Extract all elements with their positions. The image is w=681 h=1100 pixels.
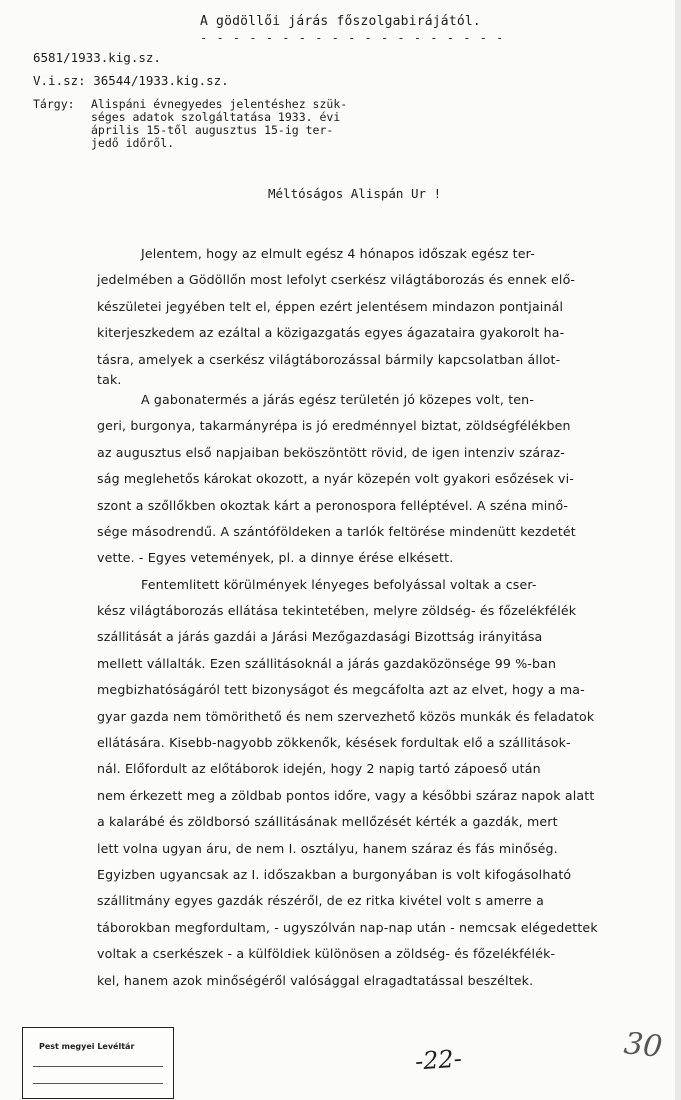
body-line: szont a szőllőkben okoztak kárt a peronospora felléptével. A széna minő- [97, 497, 569, 513]
subject-text [91, 98, 431, 150]
body-line: Fentemlitett körülmények lényeges befolyással voltak a cser- [141, 576, 537, 592]
body-line: gyar gazda nem tömörithető és nem szervezhető közös munkák és feladatok [97, 708, 595, 724]
body-line: kész világtáborozás ellátása tekintetében, melyre zöldség- és főzelékfélék [97, 603, 577, 619]
subject-line: séges adatok szolgáltatása 1933. évi [91, 110, 341, 124]
stamp-line [33, 1083, 163, 1084]
body-line: táborokban megfordultam, - ugyszólván nap-nap után - nemcsak elégedettek [97, 919, 598, 935]
page-edge [675, 0, 681, 1100]
pencil-folio-number: 30 [622, 1026, 664, 1065]
body-line: mellett vállalták. Ezen szállitásoknál a járás gazdaközönsége 99 %-ban [97, 655, 557, 671]
body-line: kel, hanem azok minőségéről valósággal elragadtatással beszéltek. [97, 972, 534, 988]
subject-line: április 15-től augusztus 15-ig ter- [91, 123, 334, 137]
header-title: A gödöllői járás főszolgabirájától. [200, 14, 481, 29]
body-line: nem érkezett meg a zöldbab pontos időre, vagy a későbbi száraz napok alatt [97, 787, 595, 803]
subject-line: jedő időről. [91, 136, 175, 150]
body-line: tak. [97, 371, 122, 387]
body-line: sége másodrendű. A szántóföldeken a tarlók feltörése mindenütt kezdetét [97, 523, 576, 539]
body-line: kiterjeszkedem az ezáltal a közigazgatás egyes ágazataira gyakorolt ha- [97, 325, 565, 341]
body-line: Jelentem, hogy az elmult egész 4 hónapos időszak egész ter- [141, 246, 535, 261]
body-line: szállitmány egyes gazdák részéről, de ez ritka kivétel volt s amerre a [97, 893, 544, 909]
body-line: vette. - Egyes vetemények, pl. a dinnye érése elkésett. [97, 550, 454, 566]
body-line: készületei jegyében telt el, éppen ezért jelentésem mindazon pontjainál [97, 298, 564, 314]
body-line: voltak a cserkészek - a külföldiek különösen a zöldség- és főzelékfélék- [97, 946, 556, 962]
header-underline: - - - - - - - - - - - - - - - - - - - [200, 31, 505, 45]
stamp-label: Pest megyei Levéltár [39, 1042, 135, 1051]
body-line: ellátására. Kisebb-nagyobb zökkenők, késések fordultak elő a szállitások- [97, 735, 571, 751]
body-line: lett volna ugyan áru, de nem I. osztályu, hanem száraz és fás minőség. [97, 840, 558, 856]
body-line: geri, burgonya, takarmányrépa is jó eredménnyel biztat, zöldségfélékben [97, 418, 571, 434]
body-line: a kalarábé és zöldborsó szállitásának mellőzését kérték a gazdák, mert [97, 814, 558, 830]
subject-label: Tárgy: [33, 97, 75, 111]
reference-number-secondary: V.i.sz: 36544/1933.kig.sz. [33, 73, 229, 88]
archive-stamp [22, 1027, 174, 1099]
body-line: A gabonatermés a járás egész területén jó közepes volt, ten- [141, 391, 535, 407]
reference-number: 6581/1933.kig.sz. [33, 50, 161, 65]
body-line: megbizhatóságáról tett bizonyságot és megcáfolta azt az elvet, hogy a ma- [97, 682, 585, 698]
subject-line: Alispáni évnegyedes jelentéshez szük- [91, 97, 348, 111]
page-number: -22- [414, 1044, 463, 1076]
body-line: nál. Előfordult az előtáborok idején, hogy 2 napig tartó zápoeső után [97, 761, 541, 777]
body-line: Egyizben ugyancsak az I. időszakban a burgonyában is volt kifogásolható [97, 866, 572, 882]
letter-body [97, 241, 637, 994]
body-line: ság meglehetős károkat okozott, a nyár közepén volt gyakori esőzések vi- [97, 471, 575, 487]
body-line: jedelmében a Gödöllőn most lefolyt cserkész világtáborozás és ennek elő- [97, 272, 576, 288]
stamp-line [33, 1066, 163, 1067]
body-line: szállitását a járás gazdái a Járási Mezőgazdasági Bizottság irányitása [97, 629, 543, 645]
salutation: Méltóságos Alispán Ur ! [268, 186, 442, 201]
body-line: tásra, amelyek a cserkész világtáborozással bármily kapcsolatban állot- [97, 351, 561, 367]
body-line: az augusztus első napjaiban beköszöntött rövid, de igen intenziv száraz- [97, 444, 565, 460]
